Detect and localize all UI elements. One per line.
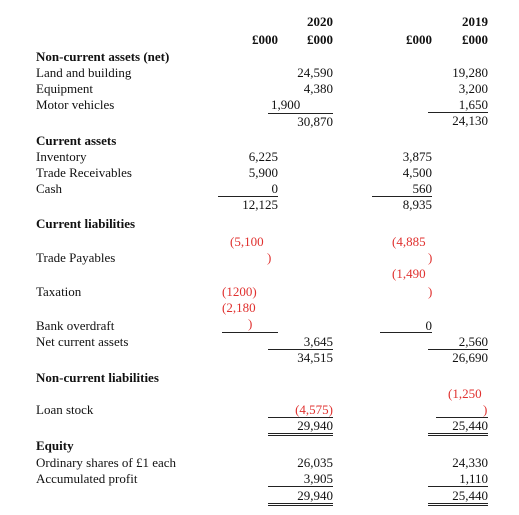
loan-2020: (4,575)	[268, 402, 333, 418]
equipment-2019: 3,200	[458, 81, 488, 96]
non-current-assets-total-2019: 24,130	[452, 113, 488, 128]
equipment-2020: 4,380	[303, 81, 333, 96]
current-assets-total-2020: 12,125	[242, 197, 278, 212]
land-2019: 19,280	[452, 65, 488, 80]
overdraft-2020-open: (2,180	[222, 300, 256, 315]
unit-header-col3: £000	[406, 32, 432, 47]
taxation-2020: (1200)	[222, 284, 257, 299]
payables-2020-open: (5,100	[230, 234, 264, 249]
equipment-label: Equipment	[36, 81, 94, 96]
payables-2020-close: )	[267, 250, 272, 265]
taxation-2019-close: )	[428, 284, 433, 299]
non-current-liabilities-heading: Non-current liabilities	[36, 370, 159, 385]
net-assets-2019: 25,440	[428, 418, 488, 436]
ordinary-shares-label: Ordinary shares of £1 each	[36, 455, 177, 470]
year-2019-header: 2019	[462, 14, 488, 29]
year-2020-header: 2020	[307, 14, 333, 29]
inventory-label: Inventory	[36, 149, 87, 164]
payables-2019-open: (4,885	[392, 234, 426, 249]
motor-2020: 1,900	[271, 97, 301, 112]
loan-2019-close: )	[483, 402, 488, 417]
cash-2019: 560	[372, 181, 432, 197]
net-assets-2020: 29,940	[268, 418, 333, 436]
taxation-label: Taxation	[36, 284, 82, 299]
subtotal-2020: 34,515	[297, 350, 333, 365]
net-current-assets-label: Net current assets	[36, 334, 129, 349]
receivables-2020: 5,900	[248, 165, 278, 180]
unit-header-col1: £000	[252, 32, 278, 47]
current-assets-heading: Current assets	[36, 133, 117, 148]
cash-2020: 0	[218, 181, 278, 197]
unit-header-col2: £000	[307, 32, 333, 47]
ordinary-shares-2020: 26,035	[297, 455, 333, 470]
land-label: Land and building	[36, 65, 132, 80]
land-2020: 24,590	[297, 65, 333, 80]
payables-label: Trade Payables	[36, 250, 116, 265]
inventory-2019: 3,875	[402, 149, 432, 164]
ordinary-shares-2019: 24,330	[452, 455, 488, 470]
taxation-2019-open: (1,490	[392, 266, 426, 281]
equity-heading: Equity	[36, 438, 74, 453]
accumulated-profit-2019: 1,110	[428, 471, 488, 487]
payables-2019-close: )	[428, 250, 433, 265]
accumulated-profit-label: Accumulated profit	[36, 471, 138, 486]
accumulated-profit-2020: 3,905	[268, 471, 333, 487]
overdraft-2019-rule	[380, 332, 432, 333]
equity-total-2019: 25,440	[428, 488, 488, 506]
overdraft-2019: 0	[425, 318, 432, 333]
current-assets-total-2019: 8,935	[402, 197, 432, 212]
motor-2019: 1,650	[428, 97, 488, 113]
unit-header-col4: £000	[462, 32, 488, 47]
inventory-2020: 6,225	[248, 149, 278, 164]
subtotal-2019: 26,690	[452, 350, 488, 365]
loan-2019-open: (1,250	[448, 386, 482, 401]
net-current-assets-2020: 3,645	[268, 334, 333, 350]
loan-label: Loan stock	[36, 402, 94, 417]
motor-label: Motor vehicles	[36, 97, 115, 112]
net-current-assets-2019: 2,560	[428, 334, 488, 350]
non-current-assets-total-2020: 30,870	[268, 113, 333, 129]
receivables-2019: 4,500	[402, 165, 432, 180]
overdraft-label: Bank overdraft	[36, 318, 115, 333]
cash-label: Cash	[36, 181, 62, 196]
overdraft-2020-close: )	[248, 316, 253, 331]
non-current-assets-heading: Non-current assets (net)	[36, 49, 170, 64]
current-liabilities-heading: Current liabilities	[36, 216, 136, 231]
overdraft-2020-rule	[222, 332, 278, 333]
equity-total-2020: 29,940	[268, 488, 333, 506]
receivables-label: Trade Receivables	[36, 165, 132, 180]
